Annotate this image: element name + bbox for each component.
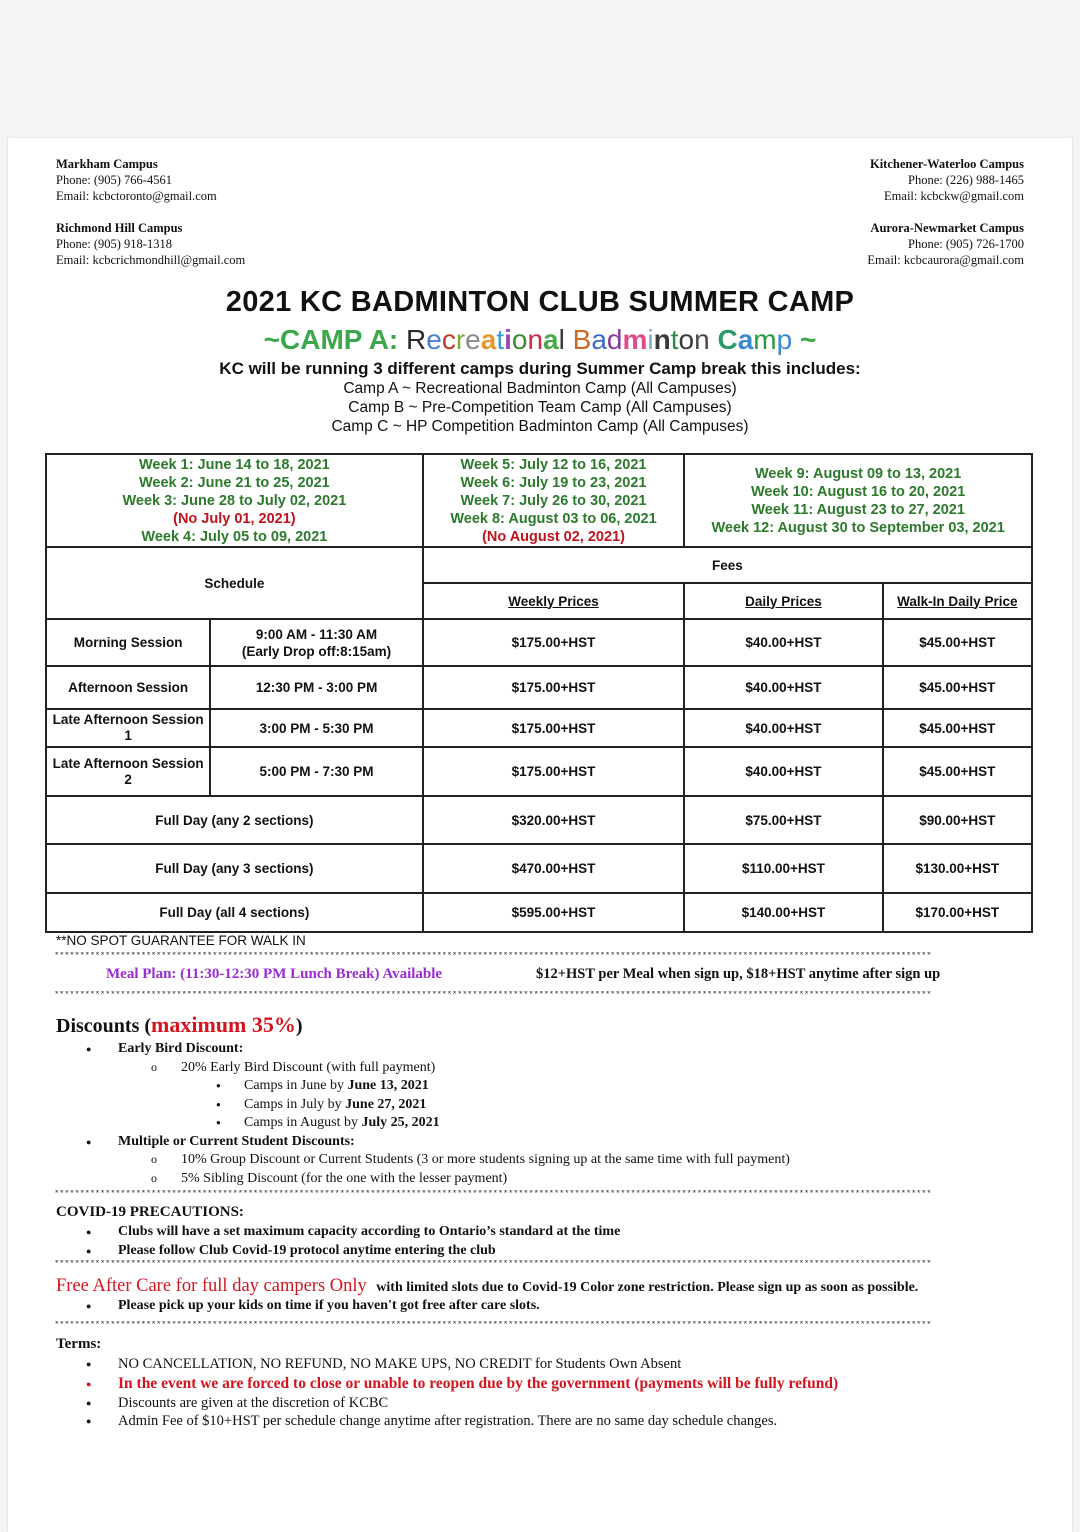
subtitle-letter: a [480,324,497,355]
schedule-header: Schedule [46,547,423,619]
campus-email: Email: kcbckw@gmail.com [884,189,1024,203]
subtitle-letter [565,324,573,355]
subtitle-letter: c [441,324,456,355]
subtitle-letter: C [717,324,738,355]
daily-price: $40.00+HST [684,747,882,796]
fees-header: Fees [423,547,1032,583]
subtitle-letter: t [670,324,679,355]
terms-item: ● Discounts are given at the discretion of KCBC [56,1394,838,1413]
deadline-item [56,1077,790,1096]
walkin-price: $45.00+HST [883,666,1032,709]
multi-student-item: ● Multiple or Current Student Discounts: [56,1133,790,1152]
flyer-page [8,138,1072,1532]
terms-item: ● In the event we are forced to close or unable to reopen due by the government (payments will be fully refund) [56,1374,838,1394]
kw-campus [870,156,1024,204]
covid-item: ● Clubs will have a set maximum capacity according to Ontario’s standard at the time [56,1223,620,1242]
subtitle-prefix: ~CAMP A: [263,324,407,355]
early-bird-percent: o 20% Early Bird Discount (with full payment) [56,1059,790,1078]
aftercare-headline: Free After Care for full day campers Only [56,1276,367,1296]
table-row [46,709,1032,747]
subtitle-letter: B [572,324,592,355]
sibling-discount: o 5% Sibling Discount (for the one with the lesser payment) [56,1170,790,1189]
subtitle-letter: m [753,324,777,355]
session-time: 3:00 PM - 5:30 PM [210,709,422,747]
discounts-heading-text: Discounts ( [56,1015,152,1037]
session-time: 5:00 PM - 7:30 PM [210,747,422,796]
walkin-price: $170.00+HST [883,893,1032,932]
table-row [46,666,1032,709]
campus-email: Email: kcbcaurora@gmail.com [867,253,1024,267]
daily-price: $40.00+HST [684,619,882,666]
weekly-price: $595.00+HST [423,893,685,932]
table-row [46,796,1032,844]
subtitle-suffix: ~ [792,324,817,355]
subtitle-letter: R [406,324,427,355]
subtitle-letter: p [776,324,793,355]
star-divider: **************************************************************************************************************************************************************************** [54,1190,932,1198]
daily-price: $140.00+HST [684,893,882,932]
session-time [210,619,422,666]
subtitle-letter: i [647,324,654,355]
early-bird-item: ● Early Bird Discount: [56,1040,790,1059]
subtitle-letter: n [653,324,671,355]
subtitle-letter: i [504,324,512,355]
session-name: Morning Session [46,619,210,666]
camp-b-line: Camp B ~ Pre-Competition Team Camp (All Campuses) [348,399,732,416]
covid-section [56,1204,620,1260]
weekly-price: $175.00+HST [423,619,685,666]
session-name: Afternoon Session [46,666,210,709]
deadline-text: Camps in June by [244,1078,348,1093]
aurora-campus [867,220,1024,268]
subtitle-letter: r [455,324,466,355]
deadline-date: June 13, 2021 [347,1078,429,1093]
subtitle-letter: m [622,324,648,355]
camp-c-line: Camp C ~ HP Competition Badminton Camp (All Campuses) [331,418,749,435]
weeks-july-august [423,454,685,547]
subtitle-letter: o [511,324,528,355]
week-line: Week 7: July 26 to 30, 2021 [460,492,647,509]
subtitle-letter: e [426,324,442,355]
deadline-item [56,1096,790,1115]
terms-heading: Terms: [56,1336,102,1352]
daily-price: $40.00+HST [684,709,882,747]
full-day-label: Full Day (all 4 sections) [46,893,423,932]
daily-price: $75.00+HST [684,796,882,844]
subtitle-letter: t [496,324,505,355]
walkin-price: $130.00+HST [883,844,1032,893]
covid-heading: COVID-19 PRECAUTIONS: [56,1204,244,1220]
subtitle-letter: o [678,324,695,355]
session-name: Late Afternoon Session 2 [46,747,210,796]
campus-phone: Phone: (905) 726-1700 [908,237,1024,251]
walkin-note: **NO SPOT GUARANTEE FOR WALK IN [56,933,306,948]
table-row [46,893,1032,932]
terms-item: ● NO CANCELLATION, NO REFUND, NO MAKE UPS, NO CREDIT for Students Own Absent [56,1355,838,1374]
campus-name: Kitchener-Waterloo Campus [869,157,1024,171]
subtitle-letter: d [606,324,623,355]
table-row [46,844,1032,893]
time-range: 9:00 AM - 11:30 AM [255,626,378,642]
deadline-date: July 25, 2021 [361,1115,440,1130]
subtitle-letter: n [694,324,710,355]
week-line: Week 12: August 30 to September 03, 2021 [711,519,1005,536]
campus-phone: Phone: (905) 766-4561 [56,173,172,187]
full-day-label: Full Day (any 3 sections) [46,844,423,893]
campus-phone: Phone: (905) 918-1318 [56,237,172,251]
star-divider: **************************************************************************************************************************************************************************** [54,991,932,999]
discounts-heading [56,1012,790,1038]
campus-email: Email: kcbctoronto@gmail.com [56,189,217,203]
week-line: Week 9: August 09 to 13, 2021 [754,465,962,482]
weekly-price: $470.00+HST [423,844,685,893]
deadline-text: Camps in August by [244,1115,362,1130]
terms-item: ● Admin Fee of $10+HST per schedule change anytime after registration. There are no same day schedule changes. [56,1412,838,1431]
meal-plan-label: Meal Plan: (11:30-12:30 PM Lunch Break) Available [106,966,443,982]
subtitle-letter: n [527,324,544,355]
campus-phone: Phone: (226) 988-1465 [908,173,1024,187]
aftercare-item: ● Please pick up your kids on time if you haven't got free after care slots. [56,1297,918,1316]
full-day-label: Full Day (any 2 sections) [46,796,423,844]
session-time: 12:30 PM - 3:00 PM [210,666,422,709]
aftercare-detail: with limited slots due to Covid-19 Color zone restriction. Please sign up as soon as possible. [376,1280,919,1295]
time-note: (Early Drop off:8:15am) [241,643,392,659]
walkin-price-header: Walk-In Daily Price [883,583,1032,619]
walkin-price: $45.00+HST [883,747,1032,796]
deadline-text: Camps in July by [244,1096,346,1112]
campus-name: Markham Campus [56,157,158,171]
weeks-june-july [46,454,423,547]
week-line: Week 10: August 16 to 20, 2021 [750,483,966,500]
meal-plan-price: $12+HST per Meal when sign up, $18+HST anytime after sign up [536,966,941,982]
week-line: Week 5: July 12 to 16, 2021 [460,456,647,473]
week-line: Week 6: July 19 to 23, 2021 [460,474,647,491]
markham-campus [56,156,217,204]
terms-section [56,1336,838,1431]
subtitle-letter: e [465,324,481,355]
session-name: Late Afternoon Session 1 [46,709,210,747]
camp-subtitle [8,324,1072,356]
week-line: Week 2: June 21 to 25, 2021 [138,474,330,491]
daily-prices-header: Daily Prices [684,583,882,619]
subtitle-name [406,324,792,355]
weekly-prices-header: Weekly Prices [423,583,685,619]
weeks-august-september [684,454,1032,547]
subtitle-letter: a [543,324,559,355]
subtitle-letter: a [737,324,754,355]
walkin-price: $90.00+HST [883,796,1032,844]
covid-item: ● Please follow Club Covid-19 protocol anytime entering the club [56,1242,620,1261]
weekly-price: $175.00+HST [423,666,685,709]
week-line: Week 8: August 03 to 06, 2021 [450,510,657,527]
discounts-section [56,1012,790,1188]
deadline-date: June 27, 2021 [345,1096,427,1112]
week-line: Week 1: June 14 to 18, 2021 [138,456,330,473]
intro-text: KC will be running 3 different camps during Summer Camp break this includes: [219,359,861,378]
subtitle-letter: l [558,324,565,355]
daily-price: $40.00+HST [684,666,882,709]
star-divider: **************************************************************************************************************************************************************************** [54,1260,932,1268]
camp-a-line: Camp A ~ Recreational Badminton Camp (All Campuses) [343,380,737,397]
week-line: Week 11: August 23 to 27, 2021 [751,501,965,518]
weekly-price: $175.00+HST [423,709,685,747]
week-line: Week 4: July 05 to 09, 2021 [141,528,328,545]
weeks-row [46,454,1032,547]
star-divider: **************************************************************************************************************************************************************************** [54,1321,932,1329]
group-discount: o 10% Group Discount or Current Students (3 or more students signing up at the same time with full payment) [56,1151,790,1170]
schedule-table [45,453,1033,933]
table-row [46,747,1032,796]
page-title: 2021 KC BADMINTON CLUB SUMMER CAMP [225,286,855,318]
deadline-item [56,1114,790,1133]
walkin-price: $45.00+HST [883,709,1032,747]
discounts-max: maximum 35% [151,1012,296,1037]
week-note: (No August 02, 2021) [482,528,625,545]
richmond-campus [56,220,245,268]
walkin-price: $45.00+HST [883,619,1032,666]
week-note: (No July 01, 2021) [173,510,296,527]
campus-name: Richmond Hill Campus [56,221,183,235]
aftercare-section [56,1276,918,1316]
campus-email: Email: kcbcrichmondhill@gmail.com [56,253,246,267]
weekly-price: $320.00+HST [423,796,685,844]
star-divider: **************************************************************************************************************************************************************************** [54,952,932,960]
weekly-price: $175.00+HST [423,747,685,796]
daily-price: $110.00+HST [684,844,882,893]
campus-name: Aurora-Newmarket Campus [870,221,1024,235]
table-row [46,619,1032,666]
week-line: Week 3: June 28 to July 02, 2021 [122,492,347,509]
aftercare-line [56,1276,918,1297]
subtitle-letter: a [591,324,607,355]
discounts-close: ) [295,1015,303,1037]
